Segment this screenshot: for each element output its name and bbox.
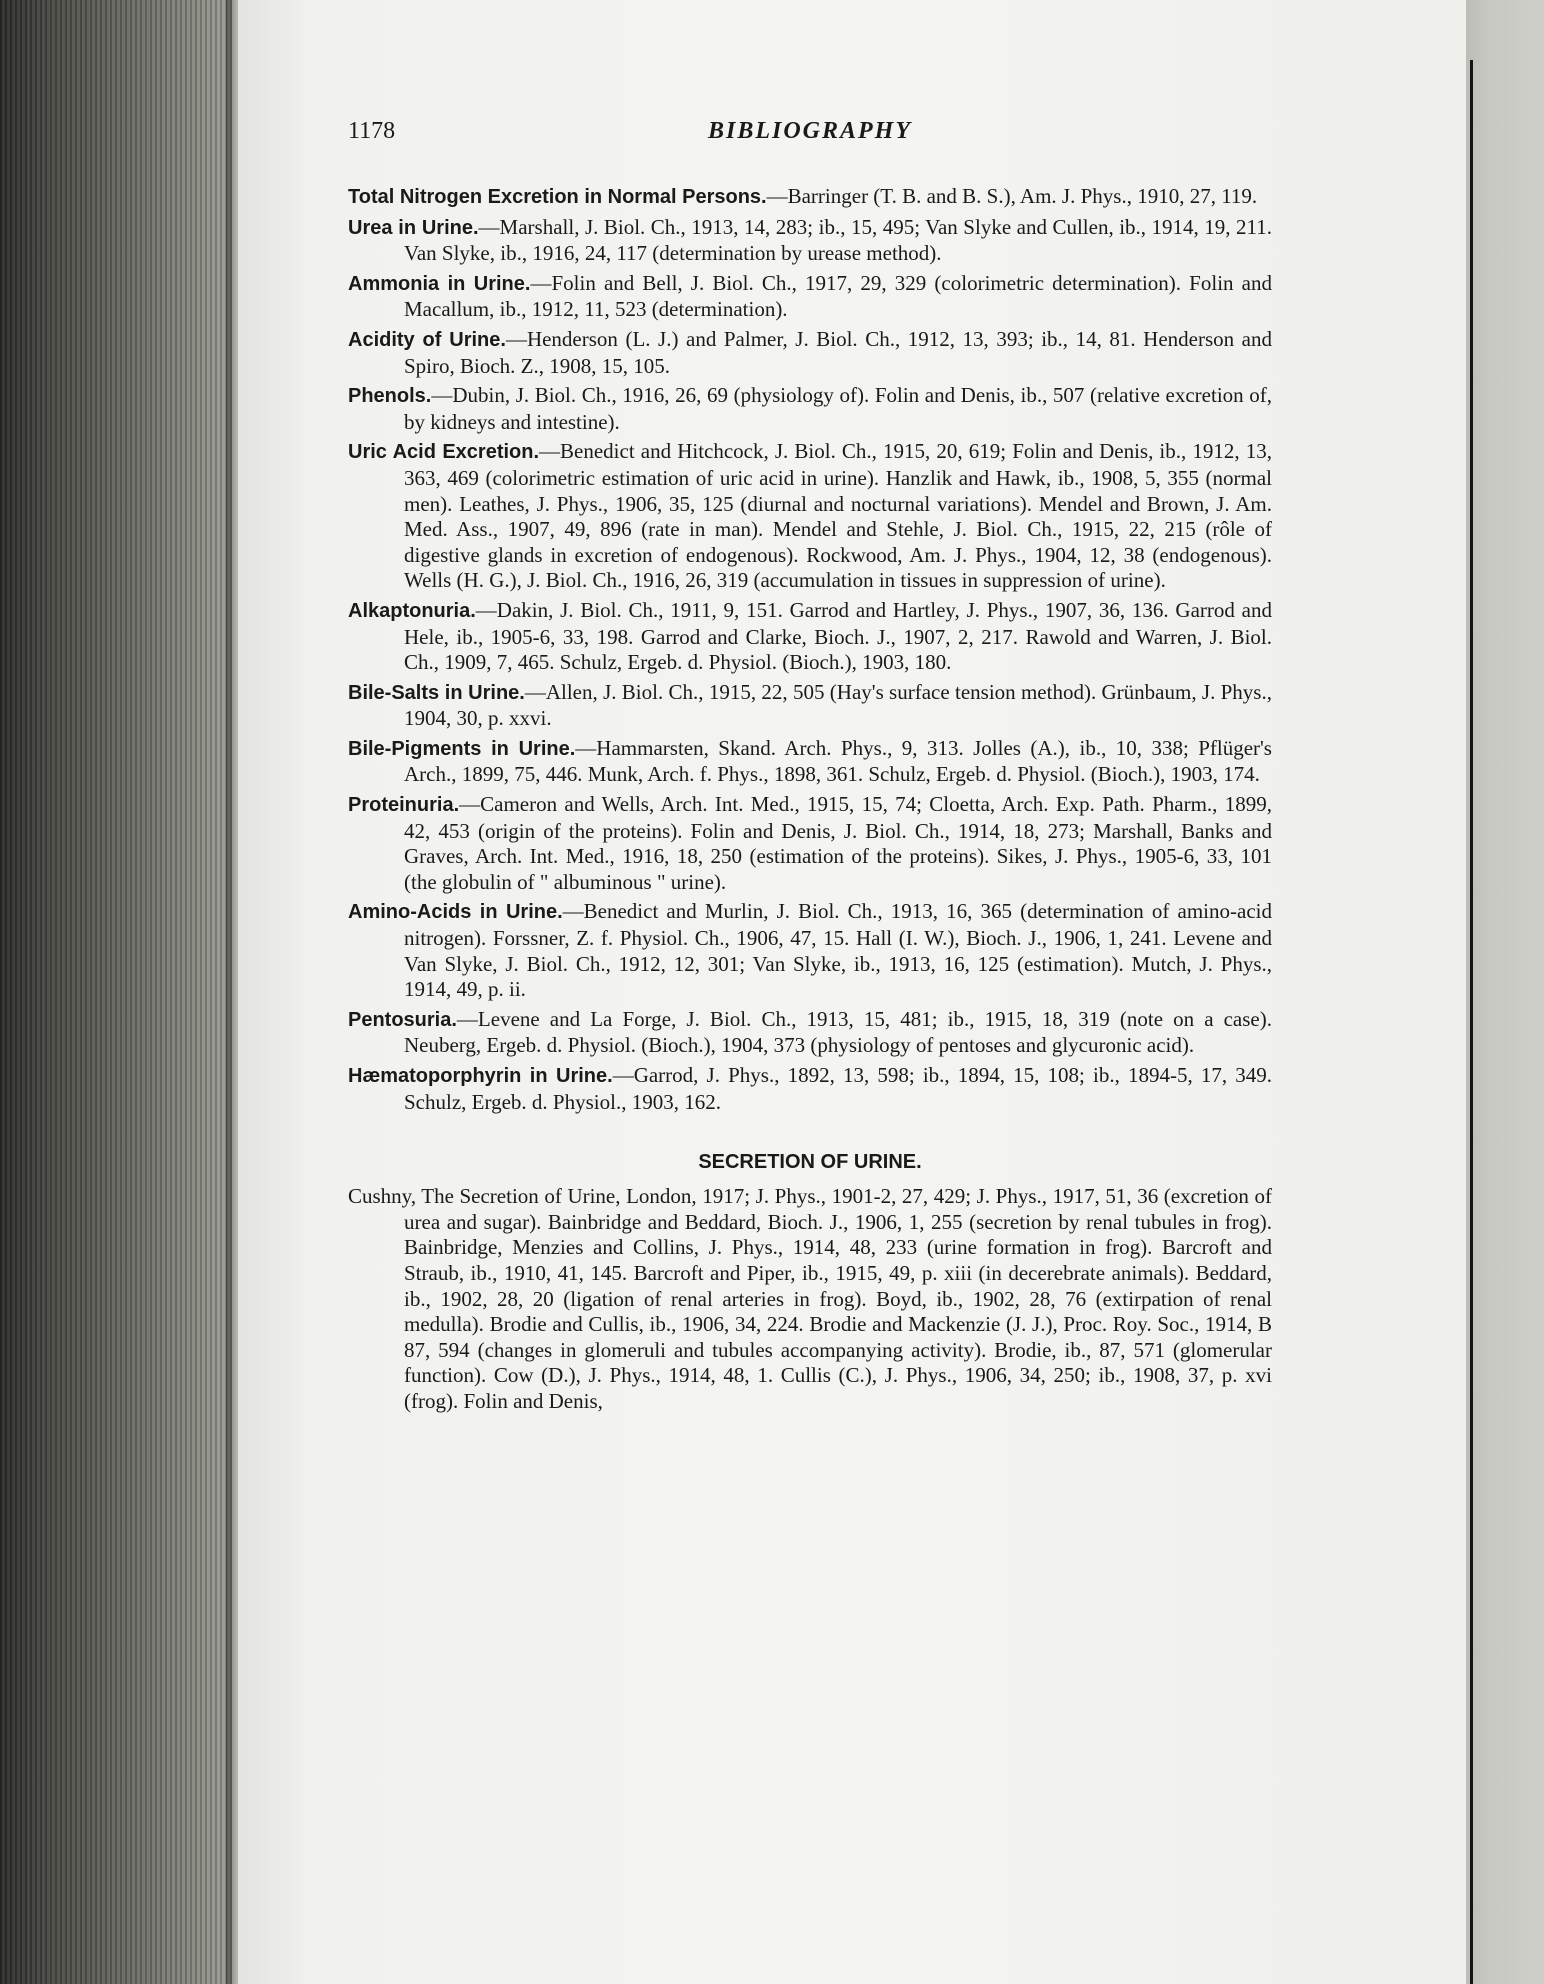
book-edge xyxy=(0,0,232,1984)
right-margin-strip xyxy=(1466,0,1544,1984)
bibliography-entry xyxy=(348,327,1272,379)
bibliography-entry xyxy=(348,680,1272,732)
entry-heading: Bile-Pigments in Urine. xyxy=(348,737,576,760)
entry-text: —Garrod, J. Phys., 1892, 13, 598; ib., 1894, 15, 108; ib., 1894-5, 17, 349. Schulz, Ergeb. d. Physiol., 1903, 162. xyxy=(404,1063,1273,1114)
entry-heading: Phenols. xyxy=(348,385,432,408)
entry-text: —Henderson (L. J.) and Palmer, J. Biol. Ch., 1912, 13, 393; ib., 14, 81. Henderson and Spiro, Bioch. Z., 1908, 15, 105. xyxy=(404,326,1272,378)
bibliography-entry xyxy=(348,184,1272,211)
bibliography-entry xyxy=(348,439,1272,594)
entry-text: —Dakin, J. Biol. Ch., 1911, 9, 151. Garrod and Hartley, J. Phys., 1907, 36, 136. Garrod and Hele, ib., 1905-6, 33, 198. Garrod and Clarke, Bioch. J., 1907, 2, 217. Rawold and Warren, J. Biol. Ch., 1909, 7, 465. Schulz, Ergeb. d. Physiol. (Bioch.), 1903, 180. xyxy=(404,597,1272,675)
entry-text: —Cameron and Wells, Arch. Int. Med., 1915, 15, 74; Cloetta, Arch. Exp. Path. Pharm., 1899, 42, 453 (origin of the proteins). Folin and Denis, J. Biol. Ch., 1914, 18, 273; Marshall, Banks and Graves, Arch. Int. Med., 1916, 18, 250 (estimation of the proteins). Sikes, J. Phys., 1905-6, 33, 101 (the globulin of " albuminous " urine). xyxy=(404,792,1272,894)
entry-text: —Dubin, J. Biol. Ch., 1916, 26, 69 (physiology of). Folin and Denis, ib., 507 (relative excretion of, by kidneys and intestine). xyxy=(404,383,1272,434)
entry-text: —Marshall, J. Biol. Ch., 1913, 14, 283; ib., 15, 495; Van Slyke and Cullen, ib., 1914, 19, 211. Van Slyke, ib., 1916, 24, 117 (determination by urease method). xyxy=(404,214,1272,266)
entry-text: —Levene and La Forge, J. Biol. Ch., 1913, 15, 481; ib., 1915, 18, 319 (note on a case). Neuberg, Ergeb. d. Physiol. (Bioch.), 1904, 373 (physiology of pentoses and glycuronic acid). xyxy=(404,1006,1272,1058)
entry-heading: Uric Acid Excretion. xyxy=(348,441,540,464)
page-number: 1178 xyxy=(348,118,396,144)
bibliography-entry xyxy=(348,598,1272,676)
entry-heading: Ammonia in Urine. xyxy=(348,272,531,295)
section-heading: SECRETION OF URINE. xyxy=(698,1151,922,1174)
bibliography-entry xyxy=(348,899,1272,1002)
entry-text: —Benedict and Hitchcock, J. Biol. Ch., 1915, 20, 619; Folin and Denis, ib., 1912, 13, 363, 469 (colorimetric estimation of uric acid in urine). Hanzlik and Hawk, ib., 1908, 5, 355 (normal men). Leathes, J. Phys., 1906, 35, 125 (diurnal and nocturnal variations). Mendel and Brown, J. Am. Med. Ass., 1907, 49, 896 (rate in man). Mendel and Stehle, J. Biol. Ch., 1915, 22, 215 (rôle of digestive glands in excretion of endogenous). Rockwood, Am. J. Phys., 1904, 12, 38 (endogenous). Wells (H. G.), J. Biol. Ch., 1916, 26, 319 (accumulation in tissues in suppression of urine). xyxy=(404,439,1272,593)
entry-heading: Alkaptonuria. xyxy=(348,599,476,622)
entry-text: —Benedict and Murlin, J. Biol. Ch., 1913, 16, 365 (determination of amino-acid nitrogen). Forssner, Z. f. Physiol. Ch., 1906, 47, 15. Hall (I. W.), Bioch. J., 1906, 1, 241. Levene and Van Slyke, J. Biol. Ch., 1912, 12, 301; Van Slyke, ib., 1913, 16, 125 (estimation). Mutch, J. Phys., 1914, 49, p. ii. xyxy=(404,899,1272,1002)
bibliography-entry xyxy=(348,736,1272,788)
running-header xyxy=(348,118,1272,158)
entry-heading: Total Nitrogen Excretion in Normal Persons. xyxy=(348,186,767,208)
bibliography-entry xyxy=(348,1007,1272,1059)
bibliography-entry xyxy=(348,215,1272,267)
bibliography-entry xyxy=(348,271,1272,323)
section-paragraph: Cushny, The Secretion of Urine, London, 1917; J. Phys., 1901-2, 27, 429; J. Phys., 1917, 51, 36 (excretion of urea and sugar). Bainbridge and Beddard, Bioch. J., 1906, 1, 255 (secretion by renal tubules in frog). Bainbridge, Menzies and Collins, J. Phys., 1914, 48, 233 (urine formation in frog). Barcroft and Straub, ib., 1910, 41, 145. Barcroft and Piper, ib., 1915, 49, p. xiii (in decerebrate animals). Beddard, ib., 1902, 28, 20 (ligation of renal arteries in frog). Boyd, ib., 1902, 28, 76 (extirpation of renal medulla). Brodie and Cullis, ib., 1906, 34, 224. Brodie and Mackenzie (J. J.), Proc. Roy. Soc., 1914, B 87, 594 (changes in glomeruli and tubules accompanying activity). Brodie, ib., 87, 571 (glomerular function). Cow (D.), J. Phys., 1914, 48, 1. Cullis (C.), J. Phys., 1906, 34, 250; ib., 1908, 37, p. xvi (frog). Folin and Denis, xyxy=(348,1184,1272,1413)
bibliography-entry xyxy=(348,383,1272,435)
bibliography-entry xyxy=(348,1063,1272,1115)
entry-text: —Allen, J. Biol. Ch., 1915, 22, 505 (Hay's surface tension method). Grünbaum, J. Phys., 1904, 30, p. xxvi. xyxy=(404,679,1272,731)
entry-heading: Urea in Urine. xyxy=(348,216,479,239)
entry-text: —Folin and Bell, J. Biol. Ch., 1917, 29, 329 (colorimetric determination). Folin and Macallum, ib., 1912, 11, 523 (determination). xyxy=(404,270,1272,322)
entry-text: —Hammarsten, Skand. Arch. Phys., 9, 313. Jolles (A.), ib., 10, 338; Pflüger's Arch., 1899, 75, 446. Munk, Arch. f. Phys., 1898, 361. Schulz, Ergeb. d. Physiol. (Bioch.), 1903, 174. xyxy=(404,735,1272,787)
entry-text: —Barringer (T. B. and B. S.), Am. J. Phys., 1910, 27, 119. xyxy=(766,184,1258,208)
entries-list xyxy=(348,184,1272,1115)
entry-heading: Amino-Acids in Urine. xyxy=(348,901,563,924)
entry-heading: Bile-Salts in Urine. xyxy=(348,681,525,704)
entry-heading: Proteinuria. xyxy=(348,794,460,817)
entry-heading: Pentosuria. xyxy=(348,1008,457,1031)
running-title: BIBLIOGRAPHY xyxy=(707,118,913,144)
entry-heading: Acidity of Urine. xyxy=(348,328,506,351)
page-border-line xyxy=(1470,60,1473,1984)
entry-heading: Hæmatoporphyrin in Urine. xyxy=(348,1065,613,1087)
bibliography-entry xyxy=(348,792,1272,895)
page-text xyxy=(348,118,1272,1415)
